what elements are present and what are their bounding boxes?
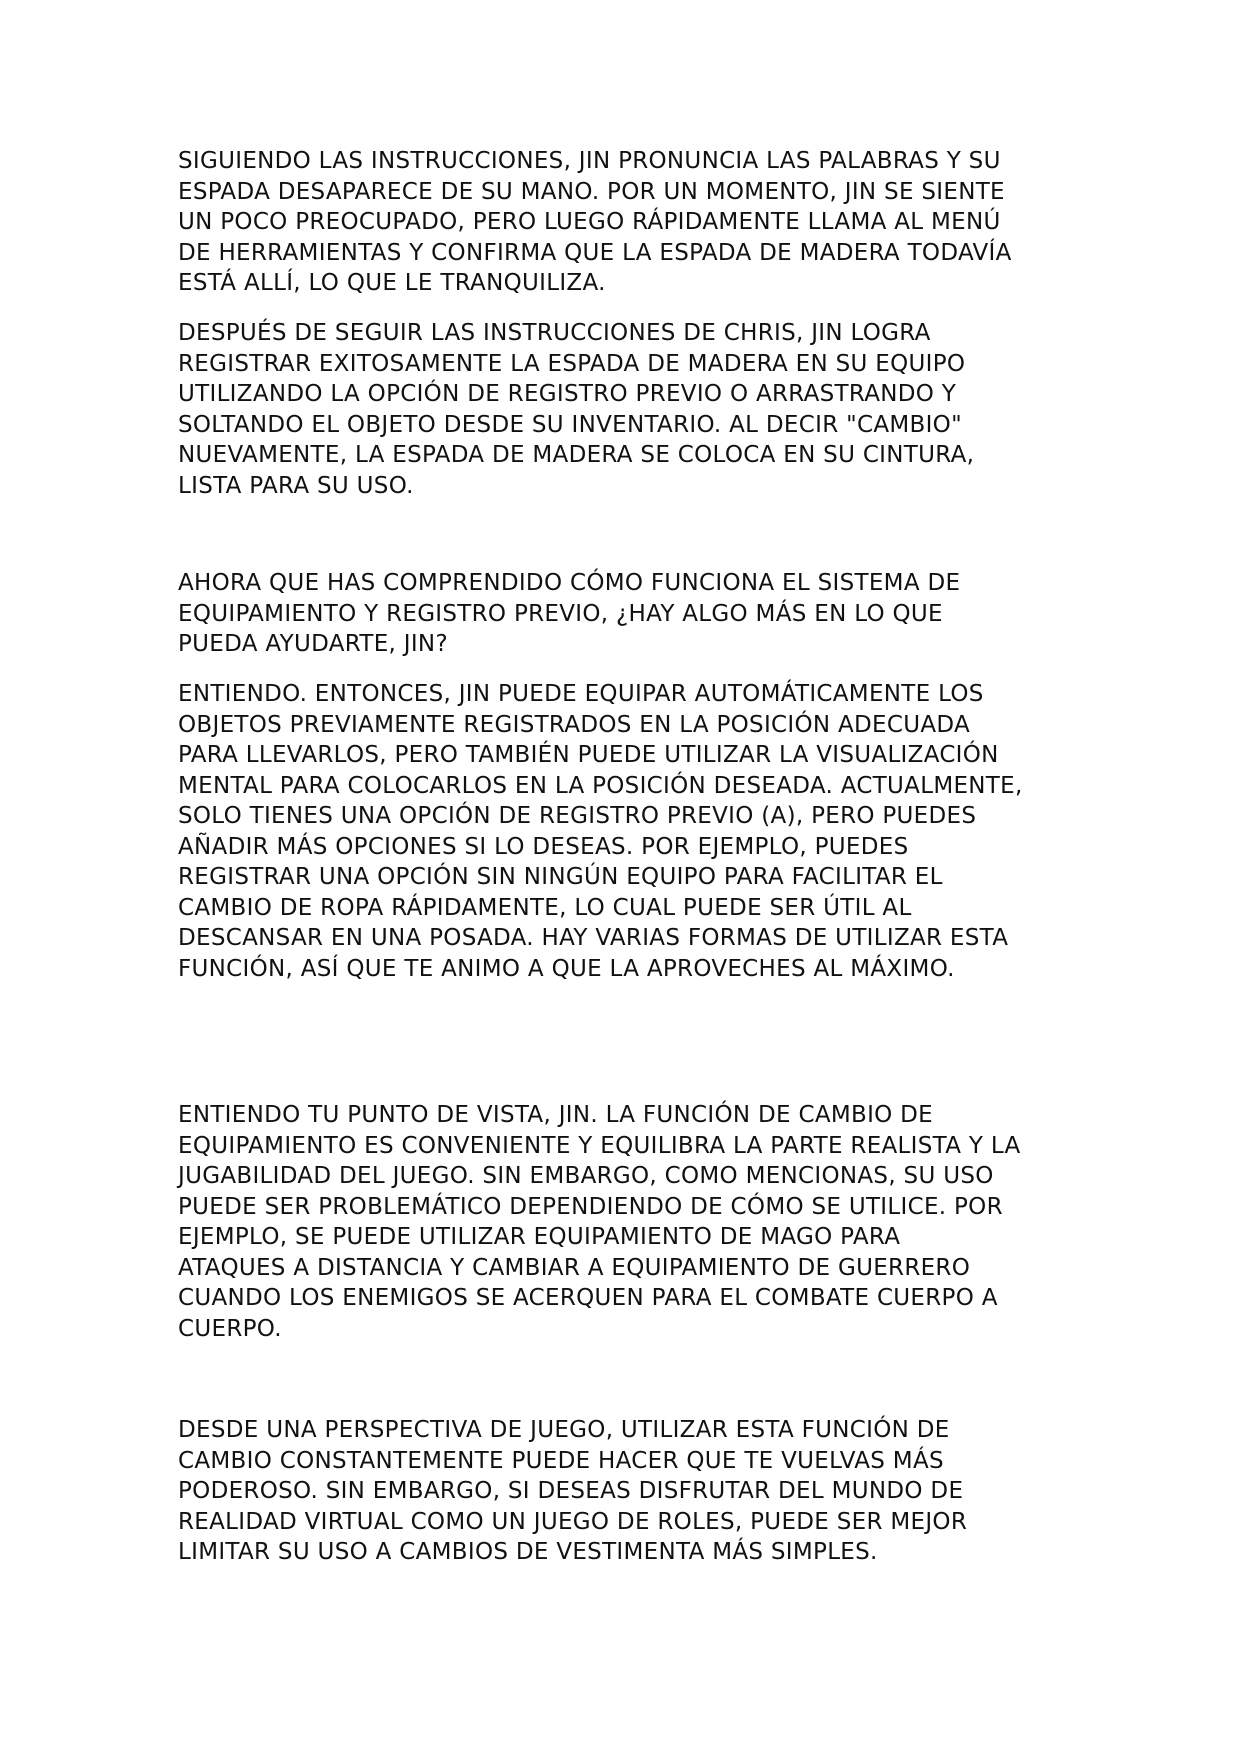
- paragraph-3: AHORA QUE HAS COMPRENDIDO CÓMO FUNCIONA EL SISTEMA DE EQUIPAMIENTO Y REGISTRO PREVIO, ¿HAY ALGO MÁS EN LO QUE PUEDA AYUDARTE, JIN?: [178, 570, 961, 657]
- paragraph-4: ENTIENDO. ENTONCES, JIN PUEDE EQUIPAR AUTOMÁTICAMENTE LOS OBJETOS PREVIAMENTE REGISTRADOS EN LA POSICIÓN ADECUADA PARA LLEVARLOS, PERO TAMBIÉN PUEDE UTILIZAR LA VISUALIZACIÓN MENTAL PARA COLOCARLOS EN LA POSICIÓN DESEADA. ACTUALMENTE, SOLO TIENES UNA OPCIÓN DE REGISTRO PREVIO (A), PERO PUEDES AÑADIR MÁS OPCIONES SI LO DESEAS. POR EJEMPLO, PUEDES REGISTRAR UNA OPCIÓN SIN NINGÚN EQUIPO PARA FACILITAR EL CAMBIO DE ROPA RÁPIDAMENTE, LO CUAL PUEDE SER ÚTIL AL DESCANSAR EN UNA POSADA. HAY VARIAS FORMAS DE UTILIZAR ESTA FUNCIÓN, ASÍ QUE TE ANIMO A QUE LA APROVECHES AL MÁXIMO.: [178, 681, 1023, 982]
- paragraph-6: DESDE UNA PERSPECTIVA DE JUEGO, UTILIZAR ESTA FUNCIÓN DE CAMBIO CONSTANTEMENTE PUEDE HACER QUE TE VUELVAS MÁS PODEROSO. SIN EMBARGO, SI DESEAS DISFRUTAR DEL MUNDO DE REALIDAD VIRTUAL COMO UN JUEGO DE ROLES, PUEDE SER MEJOR LIMITAR SU USO A CAMBIOS DE VESTIMENTA MÁS SIMPLES.: [178, 1417, 968, 1565]
- paragraph-1: SIGUIENDO LAS INSTRUCCIONES, JIN PRONUNCIA LAS PALABRAS Y SU ESPADA DESAPARECE DE SU MANO. POR UN MOMENTO, JIN SE SIENTE UN POCO PREOCUPADO, PERO LUEGO RÁPIDAMENTE LLAMA AL MENÚ DE HERRAMIENTAS Y CONFIRMA QUE LA ESPADA DE MADERA TODAVÍA ESTÁ ALLÍ, LO QUE LE TRANQUILIZA.: [178, 148, 1012, 296]
- paragraph-5: ENTIENDO TU PUNTO DE VISTA, JIN. LA FUNCIÓN DE CAMBIO DE EQUIPAMIENTO ES CONVENIENTE Y EQUILIBRA LA PARTE REALISTA Y LA JUGABILIDAD DEL JUEGO. SIN EMBARGO, COMO MENCIONAS, SU USO PUEDE SER PROBLEMÁTICO DEPENDIENDO DE CÓMO SE UTILICE. POR EJEMPLO, SE PUEDE UTILIZAR EQUIPAMIENTO DE MAGO PARA ATAQUES A DISTANCIA Y CAMBIAR A EQUIPAMIENTO DE GUERRERO CUANDO LOS ENEMIGOS SE ACERQUEN PARA EL COMBATE CUERPO A CUERPO.: [178, 1102, 1021, 1342]
- paragraph-2: DESPUÉS DE SEGUIR LAS INSTRUCCIONES DE CHRIS, JIN LOGRA REGISTRAR EXITOSAMENTE LA ESPADA DE MADERA EN SU EQUIPO UTILIZANDO LA OPCIÓN DE REGISTRO PREVIO O ARRASTRANDO Y SOLTANDO EL OBJETO DESDE SU INVENTARIO. AL DECIR "CAMBIO" NUEVAMENTE, LA ESPADA DE MADERA SE COLOCA EN SU CINTURA, LISTA PARA SU USO.: [178, 320, 975, 499]
